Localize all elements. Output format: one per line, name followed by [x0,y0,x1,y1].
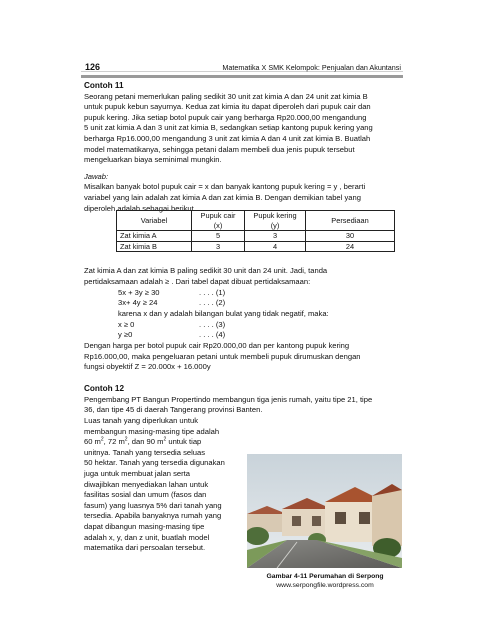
example-12 [84,384,404,416]
table-cell: 30 [306,231,395,242]
text-line: membangun masing-masing tipe adalah [84,426,220,436]
area-line: 60 $m^2$, 72 $m^2$, dan 90 $m^2$ untuk tiap [84,436,202,447]
table-cell: 3 [192,241,245,252]
figure-caption [244,572,406,590]
table-cell: Zat kimia A [117,231,192,242]
example-12-heading: Contoh 12 [84,384,125,393]
inequality-tag: . . . . (2) [199,298,226,307]
text-line: Pengembang PT Bangun Propertindo membangun tiga jenis rumah, yaitu tipe 21, tipe [84,394,373,404]
table-cell: 3 [245,231,306,242]
text-line: Zat kimia A dan zat kimia B paling sedikit 30 unit dan 24 unit. Jadi, tanda [84,266,328,275]
text-line: fasilitas sosial dan umum (fasos dan [84,490,207,500]
text-line: model matematikanya, sehingga petani dalam membeli dua jenis pupuk tersebut [84,144,355,154]
figure-caption-title: Gambar 4-11 Perumahan di Serpong [266,573,384,580]
text-line: 50 hektar. Tanah yang tersedia digunakan [84,458,225,468]
inequality-tag: . . . . (1) [199,288,226,297]
table-cell: 5 [192,231,245,242]
data-table [116,210,395,252]
text-line: tersedia. Apabila banyaknya rumah yang [84,511,222,521]
after-table-text [84,266,404,287]
text-line: unitnya. Tanah yang tersedia seluas [84,447,206,457]
text-line: adalah x, y, dan z unit, buatlah model [84,532,210,542]
table-header: Pupuk cair (x) [192,211,245,231]
table-row [117,241,395,252]
table-cell: 24 [306,241,395,252]
table-cell: 4 [245,241,306,252]
text-line: berharga Rp16.000,00 mengandung 3 unit zat kimia A dan 4 unit zat kimia B. Buatlah [84,133,371,143]
text-line: pupuk kering. Jika setiap botol pupuk cair yang berharga Rp20.000,00 mengandung [84,112,367,122]
text-line: pertidaksamaan adalah ≥ . Dari tabel dapat dibuat pertidaksamaan: [84,276,311,286]
table-row [117,231,395,242]
karena-line: karena x dan y adalah bilangan bulat yang tidak negatif, maka: [118,309,329,318]
text-line: fasum) yang luasnya 5% dari tanah yang [84,500,222,510]
table-header: Variabel [117,211,192,231]
text-line: diperoleh adalah sebagai berikut [84,203,194,213]
inequality-expr: 3x+ 4y ≥ 24 [118,298,158,307]
text-line: Dengan harga per botol pupuk cair Rp20.000,00 dan per kantong pupuk kering [84,341,350,350]
text-line: juga untuk membuat jalan serta [84,468,190,478]
table-header-row [117,211,395,231]
table-header: Pupuk kering (y) [245,211,306,231]
text-line: mengeluarkan biaya seminimal mungkin. [84,155,222,165]
text-line: variabel yang lain adalah zat kimia A dan zat kimia B. Dengan demikian tabel yang [84,192,361,202]
jawab-label: Jawab: [84,171,109,181]
text-line: matematika dari persoalan tersebut. [84,543,206,553]
header-title: Matematika X SMK Kelompok: Penjualan dan Akuntansi [222,63,401,72]
text-line: Luas tanah yang diperlukan untuk [84,416,198,425]
text-line: untuk pupuk kebun sayurnya. Kedua zat kimia itu dapat diperoleh dari pupuk cair dan [84,102,371,112]
inequality-expr: 5x + 3y ≥ 30 [118,288,160,297]
text-line: 5 unit zat kimia A dan 3 unit zat kimia B, sedangkan setiap kantong pupuk kering yang [84,123,373,133]
page-number: 126 [85,62,101,72]
inequality-expr: x ≥ 0 [118,320,135,329]
figure-caption-url: www.serpongfile.wordpress.com [276,582,374,589]
text-line: Misalkan banyak botol pupuk cair = x dan banyak kantong pupuk kering = y , berarti [84,182,366,192]
closing-text [84,341,404,373]
inequality-tag: . . . . (3) [199,320,226,329]
text-line: diwajibkan menyediakan lahan untuk [84,479,209,489]
table-header: Persediaan [306,211,395,231]
example-12-column [84,416,244,554]
text-line: fungsi obyektif Z = 20.000x + 16.000y [84,362,211,372]
text-line: Rp16.000,00, maka pengeluaran petani untuk membeli pupuk dirumuskan dengan [84,351,361,361]
example-11-heading: Contoh 11 [84,81,124,90]
inequality-tag: . . . . (4) [199,330,226,339]
header-rule [81,75,403,78]
text-line: 36, dan tipe 45 di daerah Tangerang provinsi Banten. [84,405,263,415]
text-line: dapat dibangun masing-masing tipe [84,521,205,531]
example-11 [84,81,404,214]
housing-photo [247,454,402,568]
text-line: Seorang petani memerlukan paling sedikit 30 unit zat kimia A dan 24 unit zat kimia B [84,91,368,101]
table-cell: Zat kimia B [117,241,192,252]
inequality-expr: y ≥0 [118,330,133,339]
page-header [81,62,403,74]
